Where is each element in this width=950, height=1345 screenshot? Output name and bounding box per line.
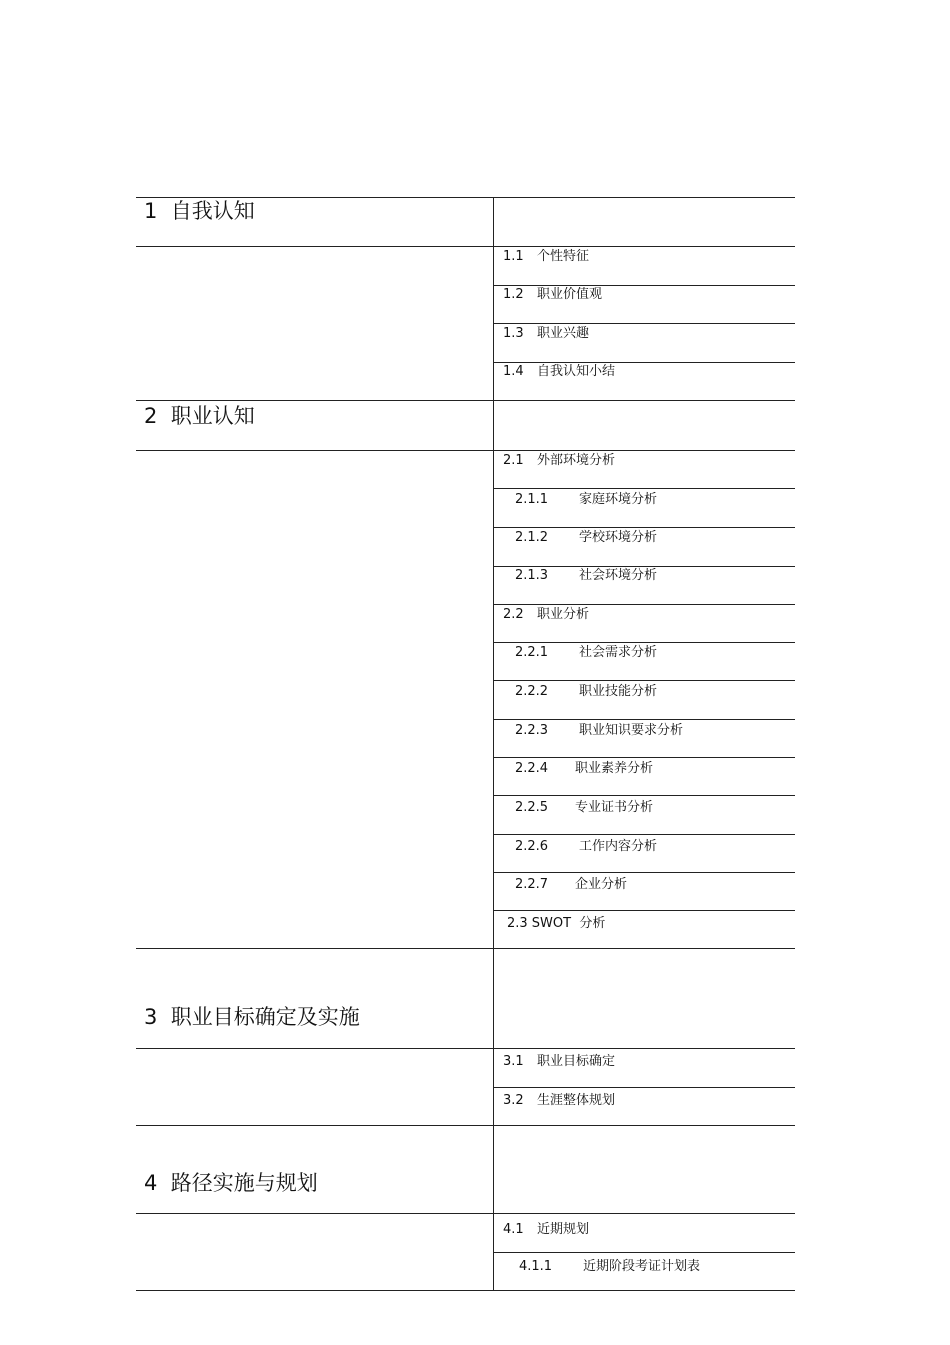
table-rule — [136, 1290, 795, 1291]
toc-item — [503, 454, 615, 467]
section-title: 自我认知 — [170, 199, 255, 223]
item-number: 2.2.2 — [515, 684, 549, 699]
toc-item — [503, 1055, 615, 1068]
section-number: 4 — [144, 1171, 158, 1195]
item-number: 2.1.2 — [515, 530, 549, 545]
item-number: 2.1.1 — [515, 492, 549, 507]
toc-item — [515, 569, 657, 582]
item-title: 职业价值观 — [537, 287, 603, 302]
table-rule — [136, 948, 795, 949]
item-number: 2.2.7 — [515, 877, 549, 892]
table-rule — [494, 1087, 795, 1088]
table-rule — [494, 642, 795, 643]
item-number: 2.3 SWOT — [507, 916, 572, 931]
item-number: 2.2.4 — [515, 761, 549, 776]
toc-item — [515, 531, 657, 544]
table-rule — [494, 795, 795, 796]
item-title: 家庭环境分析 — [579, 492, 658, 507]
item-title: 工作内容分析 — [579, 839, 658, 854]
table-rule — [136, 400, 795, 401]
item-title: 近期阶段考证计划表 — [583, 1259, 701, 1274]
table-rule — [494, 719, 795, 720]
table-rule — [494, 604, 795, 605]
toc-item — [519, 1260, 700, 1273]
section-title: 职业目标确定及实施 — [170, 1005, 360, 1029]
item-number: 2.2.1 — [515, 645, 549, 660]
toc-item — [503, 288, 602, 301]
item-title: 外部环境分析 — [537, 453, 616, 468]
item-number: 4.1.1 — [519, 1259, 553, 1274]
item-title: 专业证书分析 — [575, 800, 654, 815]
item-title: 职业分析 — [537, 607, 590, 622]
table-rule — [494, 323, 795, 324]
table-rule — [136, 246, 795, 247]
table-rule — [136, 197, 795, 198]
item-title: 自我认知小结 — [537, 364, 616, 379]
toc-item — [503, 365, 615, 378]
table-rule — [136, 1125, 795, 1126]
section-heading — [144, 201, 255, 222]
table-rule — [494, 872, 795, 873]
table-rule — [494, 834, 795, 835]
item-number: 1.2 — [503, 287, 524, 302]
item-number: 2.2.5 — [515, 800, 549, 815]
item-number: 1.1 — [503, 249, 524, 264]
toc-item — [503, 608, 589, 621]
item-title: 职业技能分析 — [579, 684, 658, 699]
toc-item — [515, 493, 657, 506]
item-number: 1.3 — [503, 326, 524, 341]
item-number: 3.2 — [503, 1093, 524, 1108]
toc-item — [515, 724, 683, 737]
item-title: 社会环境分析 — [579, 568, 658, 583]
toc-item — [515, 685, 657, 698]
section-title: 职业认知 — [170, 404, 255, 428]
table-rule — [494, 285, 795, 286]
table-rule — [494, 910, 795, 911]
toc-item — [515, 840, 657, 853]
toc-item — [515, 646, 657, 659]
item-title: 个性特征 — [537, 249, 590, 264]
section-number: 1 — [144, 199, 158, 223]
item-number: 2.2.3 — [515, 723, 549, 738]
item-title: 职业目标确定 — [537, 1054, 616, 1069]
toc-item — [515, 878, 627, 891]
item-number: 2.2.6 — [515, 839, 549, 854]
table-rule — [136, 450, 795, 451]
item-title: 职业素养分析 — [575, 761, 654, 776]
toc-item — [507, 917, 605, 930]
item-number: 3.1 — [503, 1054, 524, 1069]
section-title: 路径实施与规划 — [170, 1171, 318, 1195]
item-title: 职业知识要求分析 — [579, 723, 684, 738]
section-heading — [144, 1173, 318, 1194]
section-heading — [144, 1007, 360, 1028]
toc-item — [503, 327, 589, 340]
table-rule — [494, 757, 795, 758]
item-number: 2.2 — [503, 607, 524, 622]
item-number: 1.4 — [503, 364, 524, 379]
toc-item — [503, 250, 589, 263]
toc-item — [503, 1094, 615, 1107]
table-rule — [494, 362, 795, 363]
item-number: 2.1 — [503, 453, 524, 468]
section-number: 3 — [144, 1005, 158, 1029]
section-heading — [144, 406, 255, 427]
item-title: 近期规划 — [537, 1222, 590, 1237]
table-rule — [136, 1048, 795, 1049]
item-title: 职业兴趣 — [537, 326, 590, 341]
table-rule — [494, 566, 795, 567]
item-title: 学校环境分析 — [579, 530, 658, 545]
item-title: 社会需求分析 — [579, 645, 658, 660]
column-divider — [493, 197, 494, 1291]
toc-item — [503, 1223, 589, 1236]
item-number: 2.1.3 — [515, 568, 549, 583]
item-title: 分析 — [579, 916, 606, 931]
item-number: 4.1 — [503, 1222, 524, 1237]
item-title: 生涯整体规划 — [537, 1093, 616, 1108]
table-rule — [494, 1252, 795, 1253]
table-rule — [136, 1213, 795, 1214]
table-rule — [494, 488, 795, 489]
table-rule — [494, 680, 795, 681]
item-title: 企业分析 — [575, 877, 628, 892]
toc-item — [515, 801, 653, 814]
table-rule — [494, 527, 795, 528]
toc-item — [515, 762, 653, 775]
section-number: 2 — [144, 404, 158, 428]
